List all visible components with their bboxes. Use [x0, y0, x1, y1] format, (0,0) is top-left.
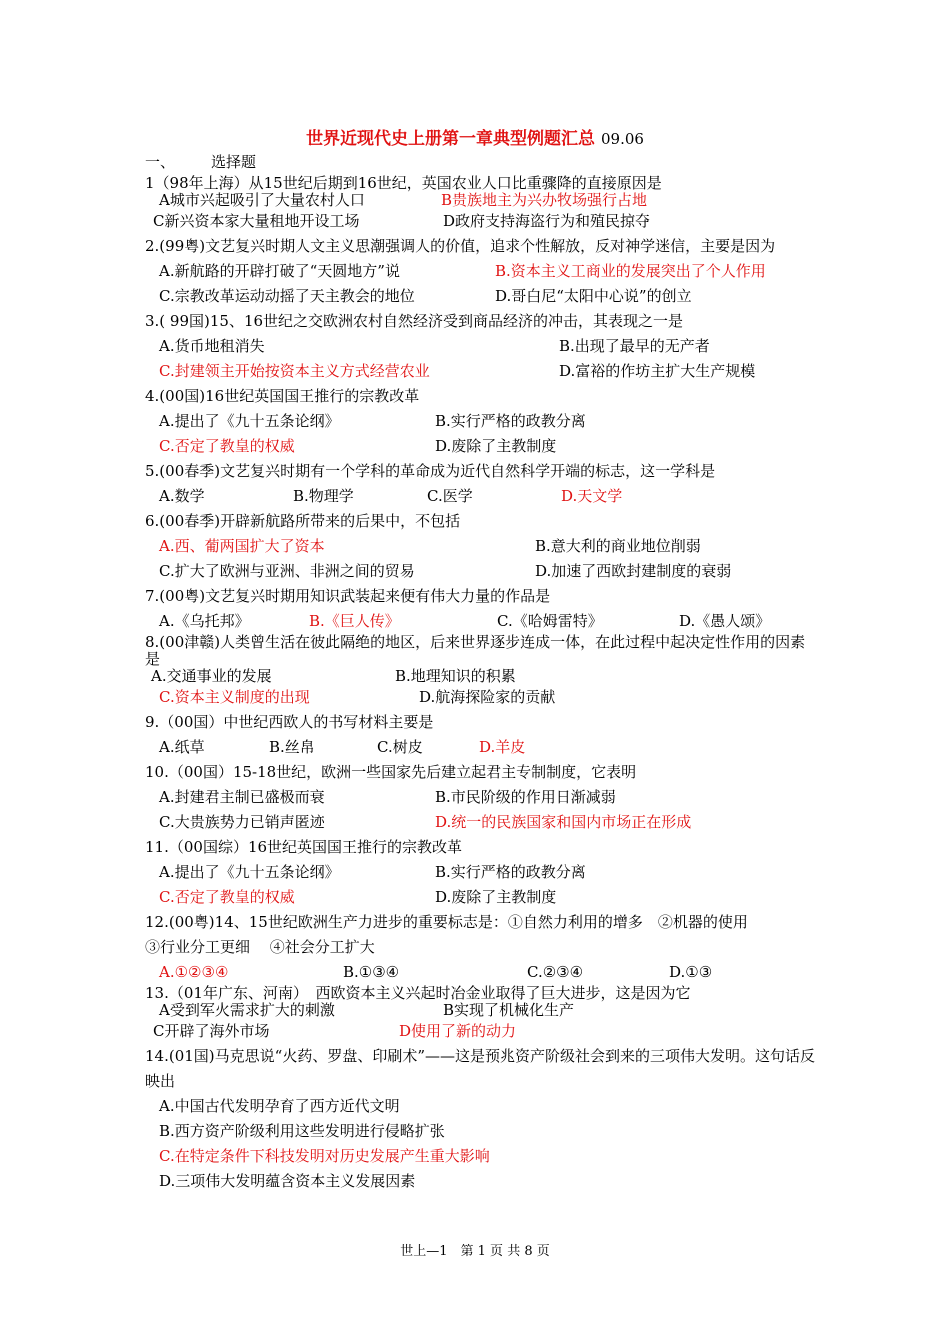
text-line	[145, 710, 815, 735]
text-segment: D.加速了西欧封建制度的衰弱	[535, 562, 732, 580]
text-line	[145, 835, 815, 860]
text-segment: C.扩大了欧洲与亚洲、非洲之间的贸易	[159, 562, 415, 580]
text-line	[145, 935, 815, 960]
text-line	[145, 885, 815, 910]
answer-option: D.羊皮	[479, 738, 526, 756]
text-segment: A.数学	[159, 487, 205, 505]
text-segment: B.意大利的商业地位削弱	[535, 537, 701, 555]
text-segment: A.中国古代发明孕育了西方近代文明	[159, 1097, 400, 1115]
text-segment: A受到军火需求扩大的刺激	[159, 1001, 335, 1019]
text-segment: 10.（00国）15-18世纪，欧洲一些国家先后建立起君主专制制度，它表明	[145, 763, 637, 781]
text-line	[145, 735, 815, 760]
text-line	[145, 1002, 815, 1019]
text-segment: D.废除了主教制度	[435, 888, 557, 906]
text-segment: D.《愚人颂》	[679, 612, 771, 630]
text-line	[145, 1044, 815, 1094]
text-segment: C.树皮	[377, 738, 423, 756]
text-segment: B.实行严格的政教分离	[435, 412, 586, 430]
text-line	[145, 175, 815, 192]
text-segment: C新兴资本家大量租地开设工场	[153, 212, 360, 230]
text-segment: 1（98年上海）从15世纪后期到16世纪，英国农业人口比重骤降的直接原因是	[145, 174, 662, 192]
text-segment: 6.(00春季)开辟新航路所带来的后果中，不包括	[145, 512, 461, 530]
text-line	[145, 810, 815, 835]
text-segment: D.废除了主教制度	[435, 437, 557, 455]
text-segment: B.地理知识的积累	[395, 667, 516, 685]
answer-option: C.否定了教皇的权威	[159, 437, 295, 455]
text-segment: 4.(00国)16世纪英国国王推行的宗教改革	[145, 387, 420, 405]
text-line	[145, 409, 815, 434]
text-line	[145, 484, 815, 509]
text-segment: D.三项伟大发明蕴含资本主义发展因素	[159, 1172, 416, 1190]
text-line	[145, 534, 815, 559]
text-line	[145, 910, 815, 935]
text-segment: ③行业分工更细 ④社会分工扩大	[145, 938, 375, 956]
text-line	[145, 259, 815, 284]
answer-option: C.封建领主开始按资本主义方式经营农业	[159, 362, 430, 380]
text-line	[145, 434, 815, 459]
text-line	[145, 609, 815, 634]
text-line	[145, 860, 815, 885]
text-segment: C.②③④	[527, 963, 584, 981]
text-line	[145, 309, 815, 334]
text-segment: A.纸草	[159, 738, 205, 756]
text-segment: 14.(01国)马克思说“火药、罗盘、印刷术”——这是预兆资产阶级社会到来的三项伟大发明。这句话反映出	[145, 1047, 815, 1090]
text-segment: 11.（00国综）16世纪英国国王推行的宗教改革	[145, 838, 463, 856]
text-segment: B.①③④	[343, 963, 400, 981]
text-line	[145, 459, 815, 484]
text-line	[145, 1119, 815, 1144]
text-line	[145, 985, 815, 1002]
text-segment: B.丝帛	[269, 738, 315, 756]
document-title	[0, 124, 950, 149]
text-line	[145, 760, 815, 785]
text-segment: A.提出了《九十五条论纲》	[159, 863, 340, 881]
text-segment: B.市民阶级的作用日渐减弱	[435, 788, 616, 806]
answer-option: D使用了新的动力	[399, 1022, 517, 1040]
answer-option: C.资本主义制度的出现	[159, 688, 310, 706]
text-segment: A.《乌托邦》	[159, 612, 250, 630]
text-segment: 一、	[145, 153, 176, 171]
text-line	[145, 359, 815, 384]
answer-option: C.否定了教皇的权威	[159, 888, 295, 906]
text-segment: 选择题	[211, 153, 257, 171]
answer-option: C.在特定条件下科技发明对历史发展产生重大影响	[159, 1147, 490, 1165]
text-segment: C.大贵族势力已销声匿迹	[159, 813, 325, 831]
text-segment: B.实行严格的政教分离	[435, 863, 586, 881]
page-footer: 世上—1 第 1 页 共 8 页	[400, 1244, 550, 1259]
text-line	[145, 785, 815, 810]
text-segment: C开辟了海外市场	[153, 1022, 270, 1040]
text-segment: A城市兴起吸引了大量农村人口	[159, 191, 365, 209]
text-segment: A.封建君主制已盛极而衰	[159, 788, 325, 806]
text-line	[145, 1019, 815, 1044]
text-segment: B实现了机械化生产	[443, 1001, 575, 1019]
text-line	[145, 668, 815, 685]
text-line	[145, 192, 815, 209]
answer-option: A.西、葡两国扩大了资本	[159, 537, 325, 555]
text-line	[145, 1094, 815, 1119]
text-line	[145, 584, 815, 609]
text-line	[145, 150, 815, 175]
text-line	[145, 634, 815, 668]
text-segment: 9.（00国）中世纪西欧人的书写材料主要是	[145, 713, 434, 731]
title-date: 09.06	[600, 130, 644, 148]
answer-option: B.资本主义工商业的发展突出了个人作用	[495, 262, 766, 280]
text-line	[145, 384, 815, 409]
text-segment: A.货币地租消失	[159, 337, 265, 355]
text-segment: D.富裕的作坊主扩大生产规模	[559, 362, 756, 380]
text-segment: B.西方资产阶级利用这些发明进行侵略扩张	[159, 1122, 445, 1140]
answer-option: D.统一的民族国家和国内市场正在形成	[435, 813, 692, 831]
text-segment: C.《哈姆雷特》	[497, 612, 603, 630]
text-segment: D.哥白尼“太阳中心说”的创立	[495, 287, 692, 305]
answer-option: B.《巨人传》	[309, 612, 400, 630]
text-line	[145, 685, 815, 710]
answer-option: A.①②③④	[159, 963, 229, 981]
answer-option: D.天文学	[561, 487, 623, 505]
text-line	[145, 509, 815, 534]
text-segment: D.航海探险家的贡献	[419, 688, 556, 706]
text-segment: B.出现了最早的无产者	[559, 337, 710, 355]
text-segment: 2.(99粤)文艺复兴时期人文主义思潮强调人的价值，追求个性解放，反对神学迷信，主要是因为	[145, 237, 776, 255]
text-segment: 5.(00春季)文艺复兴时期有一个学科的革命成为近代自然科学开端的标志，这一学科是	[145, 462, 716, 480]
text-line	[145, 209, 815, 234]
text-line	[145, 1169, 815, 1194]
text-segment: D.①③	[669, 963, 713, 981]
title-text: 世界近现代史上册第一章典型例题汇总	[306, 129, 596, 149]
text-line	[145, 284, 815, 309]
text-line	[145, 559, 815, 584]
text-segment: 7.(00粤)文艺复兴时期用知识武装起来便有伟大力量的作品是	[145, 587, 551, 605]
text-segment: 13.（01年广东、河南） 西欧资本主义兴起时冶金业取得了巨大进步，这是因为它	[145, 984, 691, 1002]
text-line	[145, 960, 815, 985]
text-segment: A.提出了《九十五条论纲》	[159, 412, 340, 430]
text-segment: 12.(00粤)14、15世纪欧洲生产力进步的重要标志是：①自然力利用的增多 ②机器的使用	[145, 913, 748, 931]
question-list	[145, 150, 815, 1194]
text-segment: C.医学	[427, 487, 473, 505]
text-line	[145, 1144, 815, 1169]
text-segment: B.物理学	[293, 487, 354, 505]
text-segment: A.新航路的开辟打破了“天圆地方”说	[159, 262, 400, 280]
text-line	[145, 234, 815, 259]
text-segment: C.宗教改革运动动摇了天主教会的地位	[159, 287, 415, 305]
text-line	[145, 334, 815, 359]
text-segment: A.交通事业的发展	[151, 667, 272, 685]
answer-option: B贵族地主为兴办牧场强行占地	[441, 191, 648, 209]
text-segment: D政府支持海盗行为和殖民掠夺	[443, 212, 651, 230]
text-segment: 3.( 99国)15、16世纪之交欧洲农村自然经济受到商品经济的冲击，其表现之一是	[145, 312, 684, 330]
text-segment: 8.(00津赣)人类曾生活在彼此隔绝的地区，后来世界逐步连成一体，在此过程中起决定性作用的因素是	[145, 633, 806, 668]
